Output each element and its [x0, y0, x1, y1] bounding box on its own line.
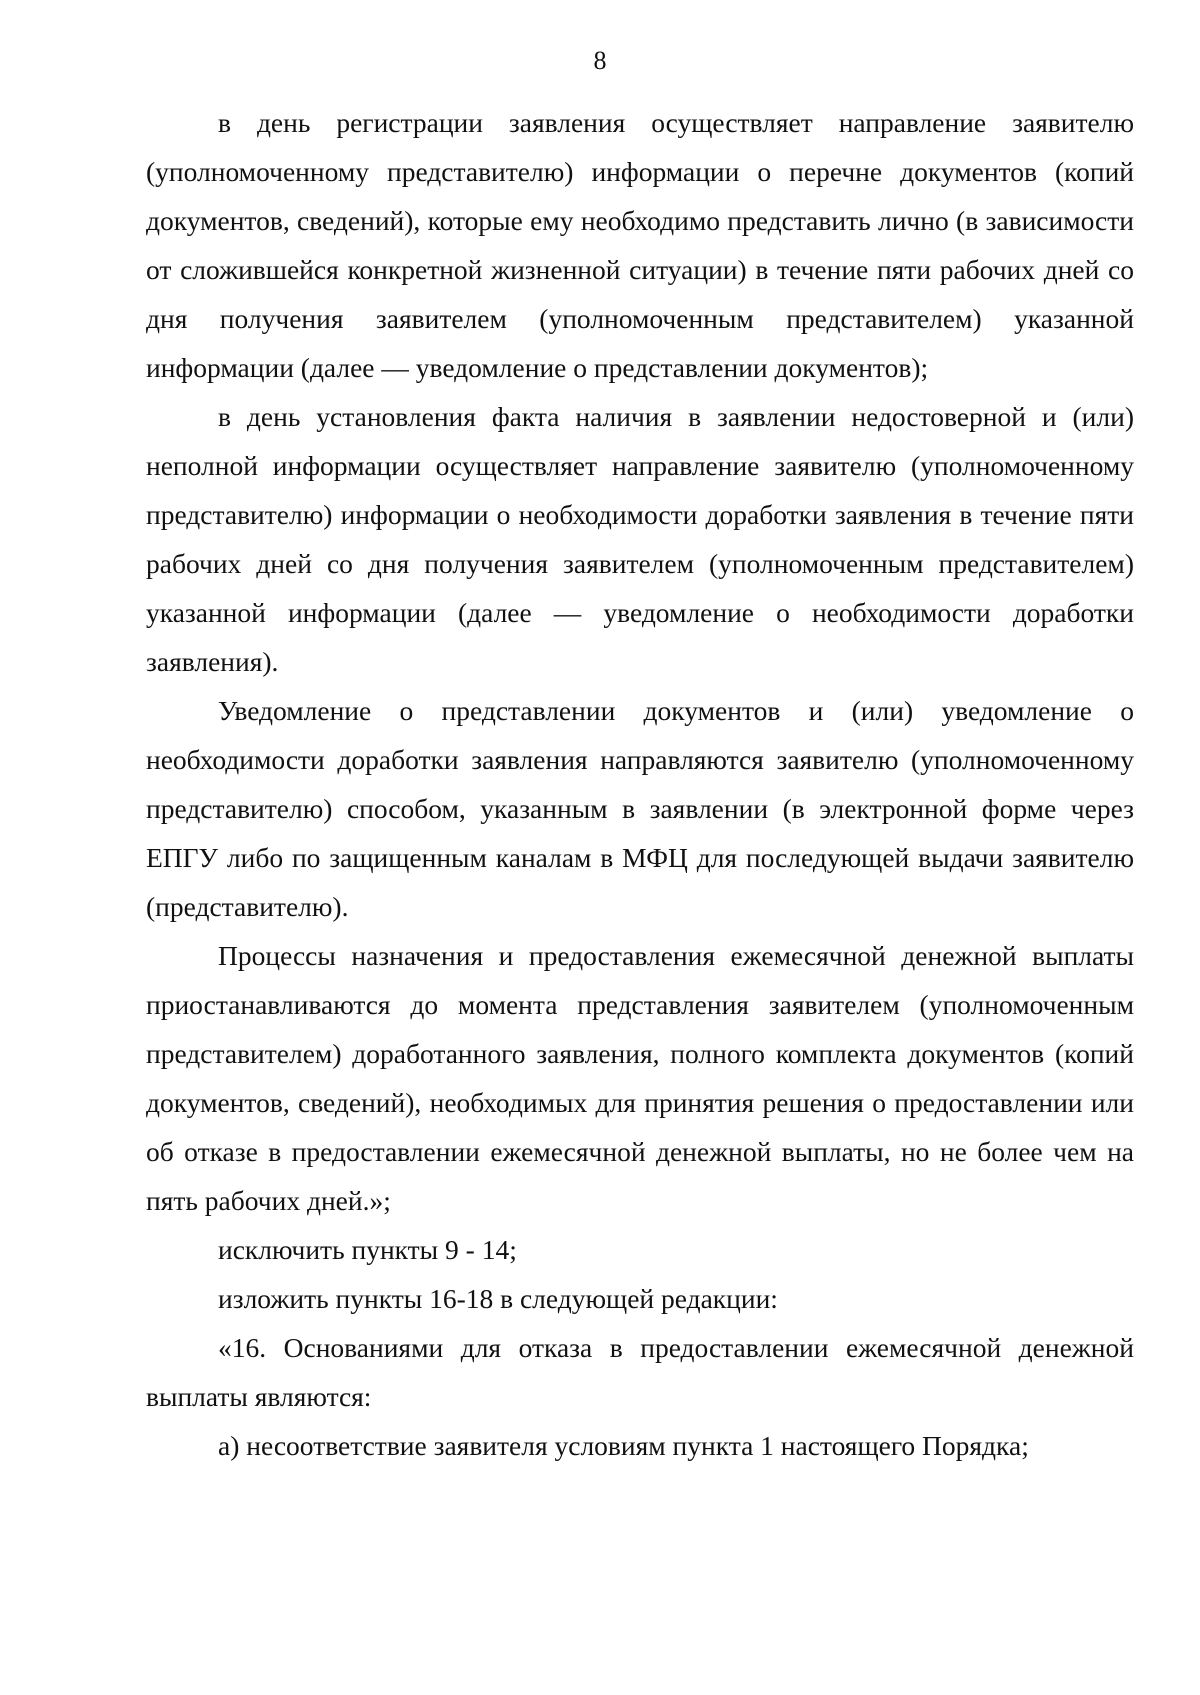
paragraph-item-16: «16. Основаниями для отказа в предоставлении ежемесячной денежной выплаты являются: [146, 1332, 1134, 1412]
paragraph-exclude-items: исключить пункты 9 - 14; [218, 1234, 517, 1265]
paragraph-notification-delivery: Уведомление о представлении документов и (или) уведомление о необходимости доработки заявления направляются заявителю (уполномоченному представителю) способом, указанным в заявлении (в электронной форме через ЕПГУ либо по защищенным каналам в МФЦ для последующей выдачи заявителю (представителю). [146, 695, 1134, 922]
paragraph-registration-notice: в день регистрации заявления осуществляет направление заявителю (уполномоченному представителю) информации о перечне документов (копий документов, сведений), которые ему необходимо представить лично (в зависимости от сложившейся конкретной жизненной ситуации) в течение пяти рабочих дней со дня получения заявителем (уполномоченным представителем) указанной информации (далее — уведомление о представлении документов); [146, 107, 1134, 383]
paragraph-process-suspension: Процессы назначения и предоставления ежемесячной денежной выплаты приостанавливаются до момента представления заявителем (уполномоченным представителем) доработанного заявления, полного комплекта документов (копий документов, сведений), необходимых для принятия решения о предоставлении или об отказе в предоставлении ежемесячной денежной выплаты, но не более чем на пять рабочих дней.»; [146, 940, 1134, 1216]
document-body [146, 98, 1134, 1470]
paragraph-restate-items: изложить пункты 16-18 в следующей редакции: [218, 1283, 778, 1314]
paragraph-incomplete-info: в день установления факта наличия в заявлении недостоверной и (или) неполной информации осуществляет направление заявителю (уполномоченному представителю) информации о необходимости доработки заявления в течение пяти рабочих дней со дня получения заявителем (уполномоченным представителем) указанной информации (далее — уведомление о необходимости доработки заявления). [146, 401, 1134, 677]
page-number: 8 [593, 46, 607, 75]
paragraph-item-16a: а) несоответствие заявителя условиям пункта 1 настоящего Порядка; [218, 1430, 1029, 1461]
